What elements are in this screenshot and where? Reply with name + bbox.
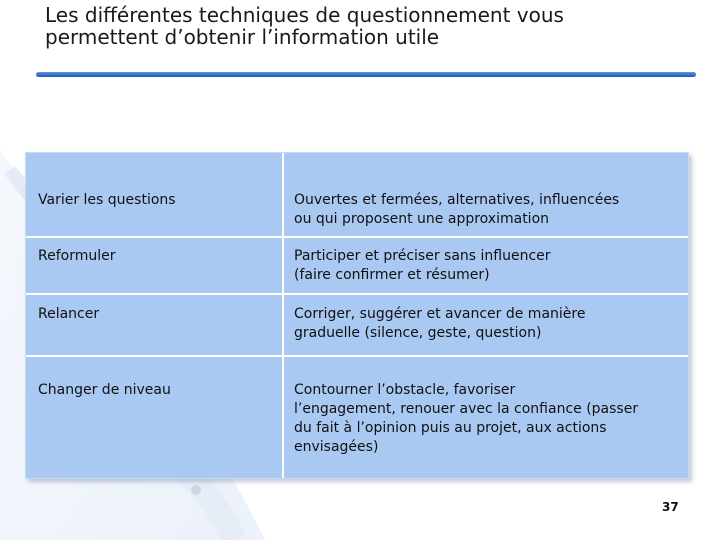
slide-title xyxy=(45,4,705,48)
table-row xyxy=(26,295,688,357)
slide-title-line-2: permettent d’obtenir l’information utile xyxy=(45,25,440,49)
title-underline-rule xyxy=(36,71,696,79)
description-line: graduelle (silence, geste, question) xyxy=(294,325,542,341)
technique-label: Relancer xyxy=(38,306,100,322)
description-line: Corriger, suggérer et avancer de manière xyxy=(294,306,586,322)
description-line: envisagées) xyxy=(294,439,379,455)
page-number: 37 xyxy=(662,500,679,514)
table-row xyxy=(26,357,688,478)
technique-cell xyxy=(26,238,284,293)
description-line: l’engagement, renouer avec la confiance (passer xyxy=(294,401,639,417)
description-cell xyxy=(284,153,688,236)
description-cell xyxy=(284,238,688,293)
technique-label: Changer de niveau xyxy=(38,382,171,398)
slide-title-line-1: Les différentes techniques de questionnement vous xyxy=(45,3,564,27)
description-line: du fait à l’opinion puis au projet, aux actions xyxy=(294,420,607,436)
technique-cell xyxy=(26,153,284,236)
description-line: Contourner l’obstacle, favoriser xyxy=(294,382,516,398)
description-cell xyxy=(284,295,688,355)
table-row xyxy=(26,153,688,238)
description-cell xyxy=(284,357,688,478)
table-row xyxy=(26,238,688,295)
technique-cell xyxy=(26,295,284,355)
description-line: Ouvertes et fermées, alternatives, influencées xyxy=(294,192,620,208)
technique-cell xyxy=(26,357,284,478)
technique-label: Reformuler xyxy=(38,248,116,264)
description-line: ou qui proposent une approximation xyxy=(294,211,550,227)
description-line: (faire confirmer et résumer) xyxy=(294,267,490,283)
technique-label: Varier les questions xyxy=(38,192,176,208)
techniques-table xyxy=(25,152,689,479)
description-line: Participer et préciser sans influencer xyxy=(294,248,551,264)
